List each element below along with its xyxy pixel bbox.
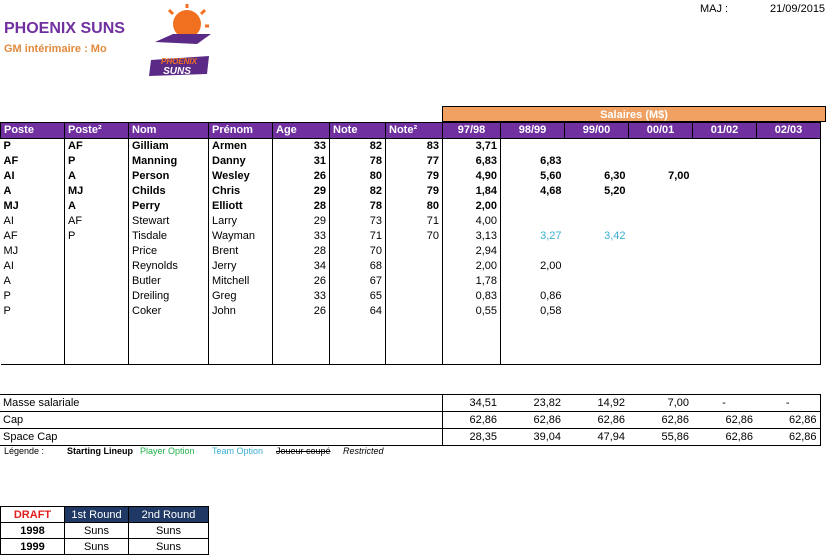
- cell-salary-0203: [757, 199, 821, 214]
- draft-2nd-round-pick: Suns: [129, 523, 209, 539]
- cell-poste2: [65, 274, 129, 289]
- cell-salary-9899: [501, 334, 565, 349]
- col-9899: 98/99: [501, 123, 565, 139]
- player-row: [1, 154, 821, 169]
- cell-first-name: Elliott: [209, 199, 273, 214]
- cell-note: 82: [330, 139, 386, 155]
- cell-salary-0203: [757, 349, 821, 364]
- totals-value: 14,92: [564, 395, 628, 412]
- cell-salary-0001: [629, 304, 693, 319]
- col-0001: 00/01: [629, 123, 693, 139]
- cell-poste2: [65, 349, 129, 364]
- totals-row: [0, 412, 820, 429]
- player-row: [1, 214, 821, 229]
- cell-salary-0001: [629, 334, 693, 349]
- totals-value: 62,86: [564, 412, 628, 429]
- col-9798: 97/98: [443, 123, 501, 139]
- col-0102: 01/02: [693, 123, 757, 139]
- player-row: [1, 229, 821, 244]
- totals-value: 7,00: [628, 395, 692, 412]
- totals-table: [0, 394, 821, 446]
- cell-salary-9798: 4,00: [443, 214, 501, 229]
- cell-last-name: Reynolds: [129, 259, 209, 274]
- cell-first-name: Jerry: [209, 259, 273, 274]
- cell-salary-0001: [629, 244, 693, 259]
- player-row: [1, 244, 821, 259]
- cell-note: 67: [330, 274, 386, 289]
- totals-value: 23,82: [500, 395, 564, 412]
- cell-age: 29: [273, 214, 330, 229]
- cell-salary-9899: 0,86: [540, 290, 562, 302]
- cell-salary-9899: 6,83: [540, 155, 562, 167]
- col-nom: Nom: [129, 123, 209, 139]
- cell-note2: [386, 304, 443, 319]
- draft-row: [1, 539, 209, 555]
- cell-first-name: Mitchell: [209, 274, 273, 289]
- draft-table: [0, 506, 209, 555]
- totals-label: Cap: [0, 412, 442, 429]
- update-date: 21/09/2015: [770, 3, 826, 15]
- col-9900: 99/00: [565, 123, 629, 139]
- totals-value: 62,86: [628, 412, 692, 429]
- col-note: Note: [330, 123, 386, 139]
- totals-value: 62,86: [442, 412, 500, 429]
- cell-first-name: Chris: [209, 184, 273, 199]
- cell-salary-0102: [693, 304, 757, 319]
- cell-poste: AF: [1, 229, 65, 244]
- cell-last-name: [129, 334, 209, 349]
- cell-salary-0203: [757, 334, 821, 349]
- cell-age: 26: [273, 274, 330, 289]
- cell-poste2: [65, 259, 129, 274]
- cell-poste2: [65, 244, 129, 259]
- cell-salary-9900: [565, 199, 629, 214]
- col-0203: 02/03: [757, 123, 821, 139]
- cell-salary-0102: [693, 154, 757, 169]
- cell-age: 26: [273, 304, 330, 319]
- totals-value: -: [692, 395, 756, 412]
- cell-poste: [1, 334, 65, 349]
- cell-note2: [386, 334, 443, 349]
- cell-salary-0001: [629, 214, 693, 229]
- cell-last-name: Childs: [129, 184, 209, 199]
- cell-note: 80: [330, 169, 386, 184]
- draft-1st-round-pick: Suns: [65, 539, 129, 555]
- cell-salary-9900: [565, 259, 629, 274]
- draft-year: 1999: [1, 539, 65, 555]
- cell-age: 28: [273, 199, 330, 214]
- cell-last-name: Stewart: [129, 214, 209, 229]
- cell-poste2: [65, 319, 129, 334]
- cell-first-name: Greg: [209, 289, 273, 304]
- cell-note: 64: [330, 304, 386, 319]
- cell-salary-9900: [565, 349, 629, 364]
- cell-salary-0001: 7,00: [668, 170, 690, 182]
- cell-salary-0102: [693, 289, 757, 304]
- player-row: [1, 199, 821, 214]
- cell-salary-0001: [629, 259, 693, 274]
- cell-salary-9900: [565, 214, 629, 229]
- cell-salary-9899: [501, 199, 565, 214]
- cell-note2: [386, 274, 443, 289]
- totals-value: 28,35: [442, 429, 500, 446]
- cell-salary-0203: [757, 244, 821, 259]
- cell-age: [273, 349, 330, 364]
- cell-last-name: Manning: [129, 154, 209, 169]
- cell-poste2: [65, 304, 129, 319]
- cell-poste: MJ: [1, 199, 65, 214]
- cell-poste: P: [1, 139, 65, 155]
- cell-poste2: MJ: [65, 184, 129, 199]
- totals-row: [0, 429, 820, 446]
- cell-salary-0102: [693, 244, 757, 259]
- cell-poste: AI: [1, 259, 65, 274]
- col-poste: Poste: [1, 123, 65, 139]
- cell-salary-0102: [693, 169, 757, 184]
- totals-value: 62,86: [756, 429, 820, 446]
- cell-salary-9900: [565, 319, 629, 334]
- cell-salary-9798: 2,94: [443, 244, 501, 259]
- cell-salary-9899: [501, 214, 565, 229]
- cell-first-name: Larry: [209, 214, 273, 229]
- cell-note2: 77: [386, 154, 443, 169]
- cell-salary-9900: 6,30: [604, 170, 626, 182]
- draft-1st-round-pick: Suns: [65, 523, 129, 539]
- cell-first-name: Danny: [209, 154, 273, 169]
- cell-note: 78: [330, 199, 386, 214]
- svg-text:PHOENIX: PHOENIX: [160, 57, 198, 66]
- cell-last-name: Dreiling: [129, 289, 209, 304]
- cell-note2: [386, 349, 443, 364]
- legend-team-option: Team Option: [212, 446, 264, 456]
- cell-poste2: [65, 289, 129, 304]
- cell-salary-9798: 4,90: [443, 169, 501, 184]
- totals-label: Masse salariale: [0, 395, 442, 412]
- cell-salary-0203: [757, 259, 821, 274]
- cell-last-name: Person: [129, 169, 209, 184]
- draft-col-2nd-round: 2nd Round: [129, 507, 209, 523]
- roster-table: [0, 122, 821, 365]
- player-row: [1, 169, 821, 184]
- cell-salary-0001: [629, 184, 693, 199]
- player-row: [1, 304, 821, 319]
- cell-note2: 71: [386, 214, 443, 229]
- cell-note2: [386, 319, 443, 334]
- cell-salary-0203: [757, 274, 821, 289]
- suns-logo: [147, 4, 215, 80]
- cell-salary-9798: 6,83: [443, 154, 501, 169]
- totals-value: 62,86: [692, 429, 756, 446]
- column-header-row: [1, 123, 821, 139]
- player-row: [1, 139, 821, 155]
- totals-row: [0, 395, 820, 412]
- cell-note: [330, 349, 386, 364]
- cell-salary-0203: [757, 304, 821, 319]
- cell-salary-9899: [501, 349, 565, 364]
- legend-restricted: Restricted: [343, 446, 384, 456]
- totals-value: 62,86: [692, 412, 756, 429]
- cell-last-name: [129, 349, 209, 364]
- cell-salary-0102: [693, 214, 757, 229]
- cell-note2: 70: [386, 229, 443, 244]
- cell-age: [273, 319, 330, 334]
- empty-row: [1, 319, 821, 334]
- cell-last-name: Butler: [129, 274, 209, 289]
- cell-first-name: John: [209, 304, 273, 319]
- cell-note: 71: [330, 229, 386, 244]
- cell-salary-0001: [629, 199, 693, 214]
- cell-salary-9798: [443, 349, 501, 364]
- cell-salary-0001: [629, 319, 693, 334]
- cell-poste2: A: [65, 169, 129, 184]
- cell-salary-9899: 3,27: [540, 230, 562, 242]
- cell-salary-9798: 0,83: [443, 289, 501, 304]
- cell-salary-0102: [693, 319, 757, 334]
- draft-row: [1, 523, 209, 539]
- col-note2: Note²: [386, 123, 443, 139]
- empty-row: [1, 349, 821, 364]
- cell-note: [330, 319, 386, 334]
- cell-poste: AI: [1, 214, 65, 229]
- cell-salary-9900: 3,42: [604, 230, 626, 242]
- cell-salary-9798: [443, 334, 501, 349]
- cell-age: 33: [273, 229, 330, 244]
- cell-age: 26: [273, 169, 330, 184]
- cell-age: 31: [273, 154, 330, 169]
- cell-salary-9900: [565, 304, 629, 319]
- cell-first-name: Wayman: [209, 229, 273, 244]
- cell-salary-9798: 3,71: [443, 139, 501, 155]
- cell-salary-9900: [565, 274, 629, 289]
- cell-salary-0001: [629, 154, 693, 169]
- cell-note2: 83: [386, 139, 443, 155]
- legend-label: Légende :: [4, 446, 45, 456]
- cell-age: 33: [273, 139, 330, 155]
- cell-poste: AF: [1, 154, 65, 169]
- cell-salary-0001: [629, 289, 693, 304]
- cell-salary-0203: [757, 184, 821, 199]
- cell-salary-0001: [629, 139, 693, 155]
- cell-note: 70: [330, 244, 386, 259]
- cell-first-name: Brent: [209, 244, 273, 259]
- empty-row: [1, 334, 821, 349]
- cell-salary-0203: [757, 214, 821, 229]
- cell-salary-0102: [693, 139, 757, 155]
- totals-value: 34,51: [442, 395, 500, 412]
- cell-note2: 79: [386, 184, 443, 199]
- cell-salary-0102: [693, 274, 757, 289]
- cell-salary-9900: [565, 334, 629, 349]
- cell-last-name: Perry: [129, 199, 209, 214]
- cell-salary-0203: [757, 229, 821, 244]
- update-label: MAJ :: [700, 3, 729, 15]
- cell-note2: [386, 244, 443, 259]
- cell-salary-9900: 5,20: [604, 185, 626, 197]
- cell-poste2: [65, 334, 129, 349]
- cell-salary-9798: [443, 319, 501, 334]
- legend-player-option: Player Option: [140, 446, 195, 456]
- cell-salary-0102: [693, 184, 757, 199]
- cell-first-name: [209, 349, 273, 364]
- cell-salary-0001: [629, 229, 693, 244]
- cell-salary-9900: [565, 139, 629, 155]
- cell-salary-9899: [501, 319, 565, 334]
- cell-first-name: Wesley: [209, 169, 273, 184]
- cell-last-name: Gilliam: [129, 139, 209, 155]
- cell-first-name: [209, 334, 273, 349]
- cell-age: 33: [273, 289, 330, 304]
- cell-salary-0102: [693, 349, 757, 364]
- player-row: [1, 184, 821, 199]
- cell-poste2: AF: [65, 214, 129, 229]
- cell-poste: [1, 349, 65, 364]
- draft-header-row: [1, 507, 209, 523]
- cell-note: 68: [330, 259, 386, 274]
- draft-col-1st-round: 1st Round: [65, 507, 129, 523]
- cell-salary-9899: 0,58: [540, 305, 562, 317]
- player-row: [1, 274, 821, 289]
- cell-last-name: Price: [129, 244, 209, 259]
- salaries-header: Salaires (M$): [442, 106, 826, 122]
- cell-salary-9798: 1,84: [443, 184, 501, 199]
- cell-salary-0102: [693, 334, 757, 349]
- player-row: [1, 259, 821, 274]
- draft-2nd-round-pick: Suns: [129, 539, 209, 555]
- cell-note: 65: [330, 289, 386, 304]
- cell-salary-9899: 4,68: [540, 185, 562, 197]
- cell-note2: 80: [386, 199, 443, 214]
- totals-value: 62,86: [500, 412, 564, 429]
- cell-age: 34: [273, 259, 330, 274]
- cell-salary-9899: 2,00: [540, 260, 562, 272]
- player-row: [1, 289, 821, 304]
- cell-salary-9798: 1,78: [443, 274, 501, 289]
- col-prenom: Prénom: [209, 123, 273, 139]
- draft-year: 1998: [1, 523, 65, 539]
- cell-salary-9899: [501, 274, 565, 289]
- cell-poste2: A: [65, 199, 129, 214]
- cell-note: [330, 334, 386, 349]
- cell-poste: P: [1, 289, 65, 304]
- cell-poste: MJ: [1, 244, 65, 259]
- cell-salary-0102: [693, 229, 757, 244]
- cell-age: 29: [273, 184, 330, 199]
- totals-value: 39,04: [500, 429, 564, 446]
- svg-text:SUNS: SUNS: [163, 66, 191, 77]
- cell-salary-0203: [757, 289, 821, 304]
- cell-salary-0001: [629, 349, 693, 364]
- cell-age: 28: [273, 244, 330, 259]
- cell-first-name: Armen: [209, 139, 273, 155]
- cell-poste2: P: [65, 154, 129, 169]
- cell-poste: AI: [1, 169, 65, 184]
- cell-salary-0203: [757, 319, 821, 334]
- team-title: PHOENIX SUNS: [4, 20, 125, 37]
- cell-note2: 79: [386, 169, 443, 184]
- cell-salary-9798: 2,00: [443, 259, 501, 274]
- cell-poste: P: [1, 304, 65, 319]
- totals-value: 62,86: [756, 412, 820, 429]
- cell-note: 73: [330, 214, 386, 229]
- cell-last-name: Coker: [129, 304, 209, 319]
- draft-title: DRAFT: [1, 507, 65, 523]
- cell-salary-9798: 3,13: [443, 229, 501, 244]
- col-age: Age: [273, 123, 330, 139]
- cell-note2: [386, 259, 443, 274]
- cell-salary-9798: 0,55: [443, 304, 501, 319]
- col-poste2: Poste²: [65, 123, 129, 139]
- cell-salary-0102: [693, 199, 757, 214]
- cell-note2: [386, 289, 443, 304]
- cell-salary-9899: 5,60: [540, 170, 562, 182]
- cell-note: 82: [330, 184, 386, 199]
- cell-poste2: P: [65, 229, 129, 244]
- cell-age: [273, 334, 330, 349]
- legend-starting-lineup: Starting Lineup: [67, 446, 133, 456]
- cell-salary-9900: [565, 154, 629, 169]
- cell-poste: A: [1, 184, 65, 199]
- totals-value: -: [756, 395, 820, 412]
- cell-poste2: AF: [65, 139, 129, 155]
- cell-salary-9899: [501, 244, 565, 259]
- cell-salary-9899: [501, 139, 565, 155]
- cell-salary-0203: [757, 139, 821, 155]
- gm-line: GM intérimaire : Mo: [4, 43, 107, 55]
- cell-poste: A: [1, 274, 65, 289]
- cell-salary-9900: [565, 289, 629, 304]
- cell-poste: [1, 319, 65, 334]
- cell-salary-0203: [757, 154, 821, 169]
- totals-label: Space Cap: [0, 429, 442, 446]
- cell-first-name: [209, 319, 273, 334]
- cell-salary-9900: [565, 244, 629, 259]
- totals-value: 47,94: [564, 429, 628, 446]
- legend: [4, 446, 384, 456]
- cell-salary-9798: 2,00: [443, 199, 501, 214]
- cell-last-name: [129, 319, 209, 334]
- legend-joueur-coupe: Joueur coupé: [276, 446, 331, 456]
- cell-last-name: Tisdale: [129, 229, 209, 244]
- cell-salary-0102: [693, 259, 757, 274]
- cell-salary-0001: [629, 274, 693, 289]
- totals-value: 55,86: [628, 429, 692, 446]
- cell-note: 78: [330, 154, 386, 169]
- cell-salary-0203: [757, 169, 821, 184]
